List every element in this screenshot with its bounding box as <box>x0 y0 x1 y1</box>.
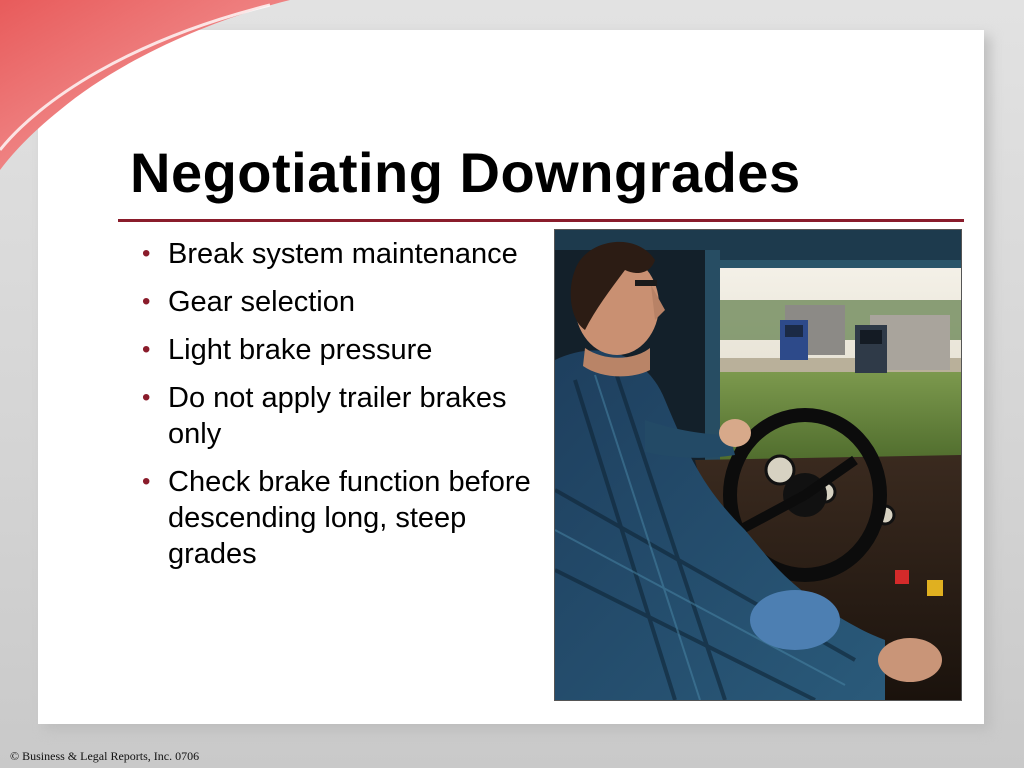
bullet-text: Break system maintenance <box>168 238 518 270</box>
bullet-icon: • <box>142 384 151 411</box>
bullet-list <box>140 236 540 584</box>
bullet-text: Light brake pressure <box>168 334 433 366</box>
bullet-icon: • <box>142 288 151 315</box>
copyright-footer: © Business & Legal Reports, Inc. 0706 <box>10 749 200 763</box>
bullet-text: Gear selection <box>168 286 355 318</box>
truck-driver-illustration <box>555 230 962 701</box>
bullet-item <box>140 236 540 272</box>
bullet-item <box>140 464 540 572</box>
bullet-text: Do not apply trailer brakes only <box>168 382 507 450</box>
slide-title: Negotiating Downgrades <box>130 141 801 204</box>
title-divider <box>118 219 964 222</box>
bullet-text: Check brake function before descending long, steep grades <box>168 466 531 570</box>
bullet-icon: • <box>142 240 151 267</box>
bullet-icon: • <box>142 336 151 363</box>
bullet-item <box>140 332 540 368</box>
bullet-item <box>140 284 540 320</box>
bullet-icon: • <box>142 468 151 495</box>
bullet-item <box>140 380 540 452</box>
truck-driver-photo <box>554 229 962 701</box>
